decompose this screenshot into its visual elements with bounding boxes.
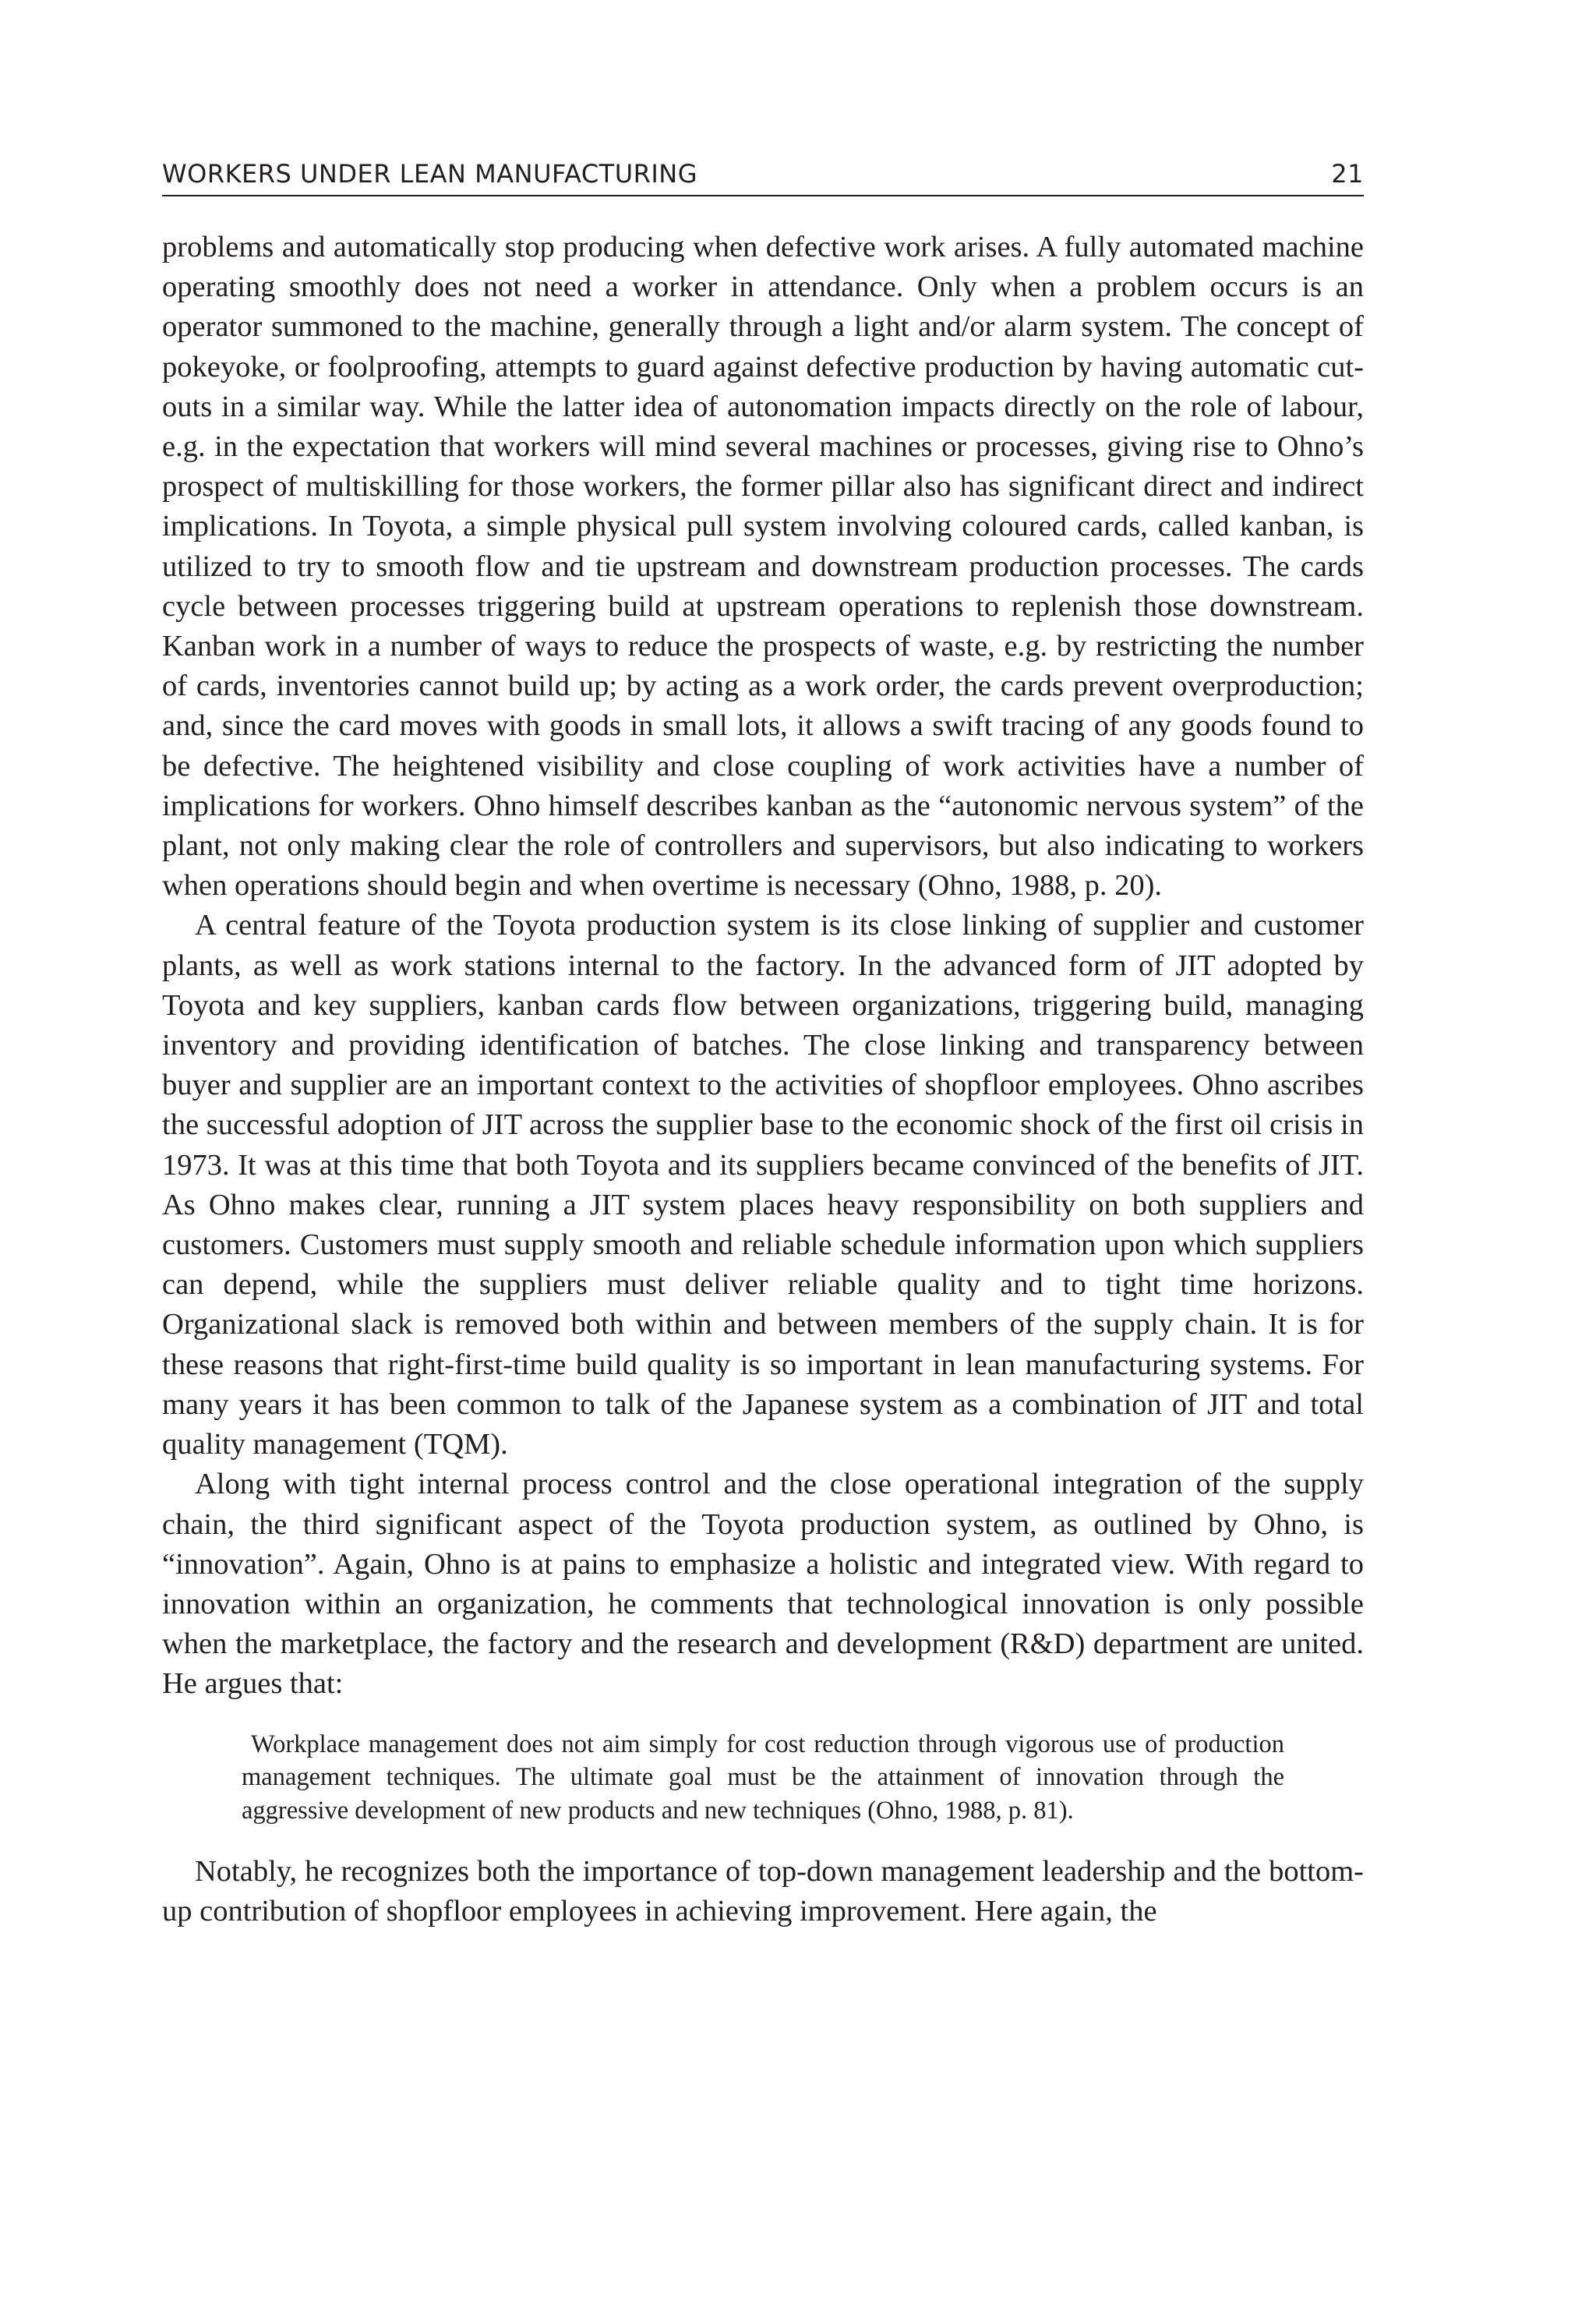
paragraph-3: Along with tight internal process control and the close operational integration of the supply chain, the third significant aspect of the Toyota production system, as outlined by Ohno, is “innovation”. Again, Ohno is at pains to emphasize a holistic and integrated view. With regard to innovation within an organization, he comments that technological innovation is only possible when the marketplace, the factory and the research and development (R&D) department are united. He argues that: — [162, 1468, 1364, 1701]
block-quote-text: Workplace management does not aim simply for cost reduction through vigorous use of production management techniques. The ultimate goal must be the attainment of innovation through the aggressive development of new products and new techniques (Ohno, 1988, p. 81). — [242, 1730, 1284, 1825]
block-quote — [242, 1728, 1284, 1828]
paragraph-2: A central feature of the Toyota production system is its close linking of supplier and customer plants, as well as work stations internal to the factory. In the advanced form of JIT adopted by Toyota and key suppliers, kanban cards flow between organizations, triggering build, managing inventory and providing identification of batches. The close linking and transparency between buyer and supplier are an important context to the activities of shopfloor employees. Ohno ascribes the successful adoption of JIT across the supplier base to the economic shock of the first oil crisis in 1973. It was at this time that both Toyota and its suppliers became convinced of the benefits of JIT. As Ohno makes clear, running a JIT system places heavy responsibility on both suppliers and customers. Customers must supply smooth and reliable schedule information upon which suppliers can depend, while the suppliers must deliver reliable quality and to tight time horizons. Organizational slack is removed both within and between members of the supply chain. It is for these reasons that right-first-time build quality is so important in lean manufacturing systems. For many years it has been common to talk of the Japanese system as a combination of JIT and total quality management (TQM). — [162, 909, 1364, 1461]
running-head — [162, 150, 1364, 196]
page-number: 21 — [1331, 159, 1364, 189]
paragraph-4: Notably, he recognizes both the importance of top-down management leadership and the bottom-up contribution of shopfloor employees in achieving improvement. Here again, the — [162, 1855, 1364, 1928]
body-text — [162, 228, 1364, 1931]
book-page — [162, 150, 1364, 1931]
paragraph-1: problems and automatically stop producing when defective work arises. A fully automated machine operating smoothly does not need a worker in attendance. Only when a problem occurs is an operator summoned to the machine, generally through a light and/or alarm system. The concept of pokeyoke, or foolproofing, attempts to guard against defective production by having automatic cut-outs in a similar way. While the latter idea of autonomation impacts directly on the role of labour, e.g. in the expectation that workers will mind several machines or processes, giving rise to Ohno’s prospect of multiskilling for those workers, the former pillar also has significant direct and indirect implications. In Toyota, a simple physical pull system involving coloured cards, called kanban, is utilized to try to smooth flow and tie upstream and downstream production processes. The cards cycle between processes triggering build at upstream operations to replenish those downstream. Kanban work in a number of ways to reduce the prospects of waste, e.g. by restricting the number of cards, inventories cannot build up; by acting as a work order, the cards prevent overproduction; and, since the card moves with goods in small lots, it allows a swift tracing of any goods found to be defective. The heightened visibility and close coupling of work activities have a number of implications for workers. Ohno himself describes kanban as the “autonomic nervous system” of the plant, not only making clear the role of controllers and supervisors, but also indicating to workers when operations should begin and when overtime is necessary (Ohno, 1988, p. 20). — [162, 231, 1364, 903]
running-title: WORKERS UNDER LEAN MANUFACTURING — [162, 159, 698, 189]
